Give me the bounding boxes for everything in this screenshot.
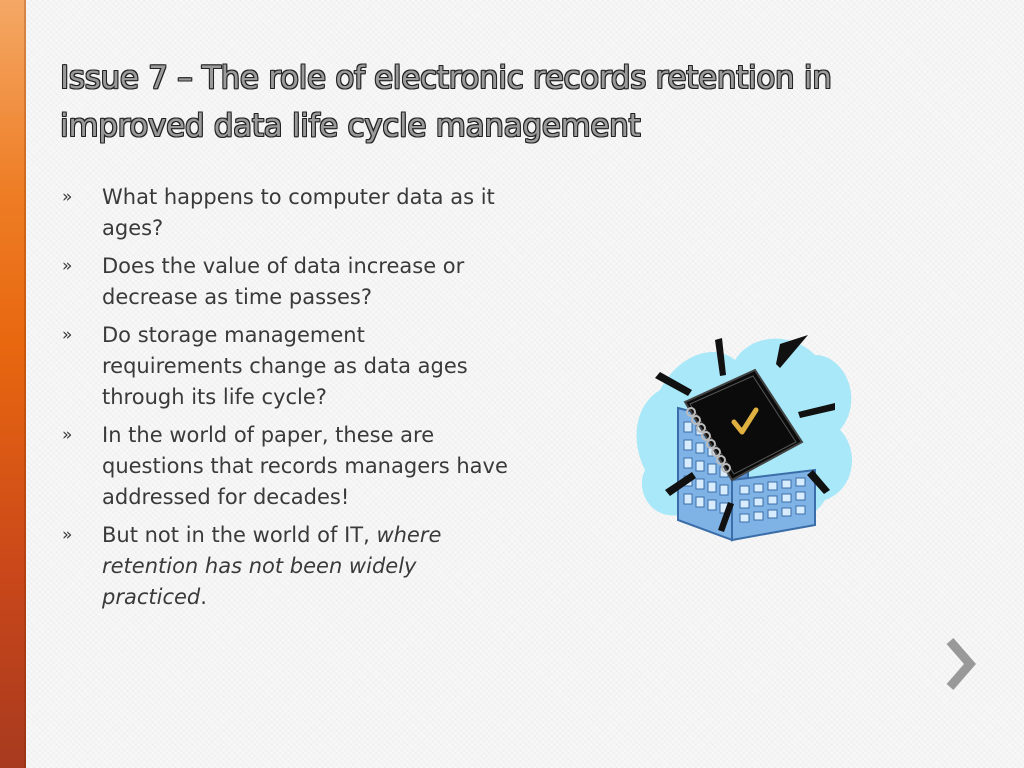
slide-title: Issue 7 – The role of electronic records retention in improved data life cycle management — [60, 60, 832, 144]
accent-bar — [0, 0, 26, 768]
office-building-low — [732, 470, 815, 540]
bullet-text-plain: But not in the world of IT, — [102, 523, 377, 547]
bullet-item — [60, 320, 510, 413]
bullet-list — [60, 182, 510, 620]
bullet-marker: » — [62, 256, 73, 276]
bullet-item — [60, 251, 510, 313]
bullet-text: In the world of paper, these are questions that records managers have addressed for decades! — [102, 423, 508, 509]
bullet-marker: » — [62, 325, 73, 345]
bullet-text: Do storage management requirements change as data ages through its life cycle? — [102, 323, 468, 409]
bullet-marker: » — [62, 525, 73, 545]
office-building-notebook-checkmark-icon — [630, 330, 870, 550]
bullet-item — [60, 182, 510, 244]
bullet-marker: » — [62, 425, 73, 445]
bullet-text: What happens to computer data as it ages? — [102, 185, 495, 240]
bullet-marker: » — [62, 187, 73, 207]
bullet-text-suffix: . — [200, 585, 207, 609]
bullet-text — [102, 520, 510, 613]
chevron-right-icon[interactable] — [940, 636, 980, 692]
bullet-text-emphasis: where retention has not been widely practiced — [102, 523, 442, 609]
bullet-item — [60, 520, 510, 613]
bullet-text: Does the value of data increase or decrease as time passes? — [102, 254, 465, 309]
bullet-item — [60, 420, 510, 513]
